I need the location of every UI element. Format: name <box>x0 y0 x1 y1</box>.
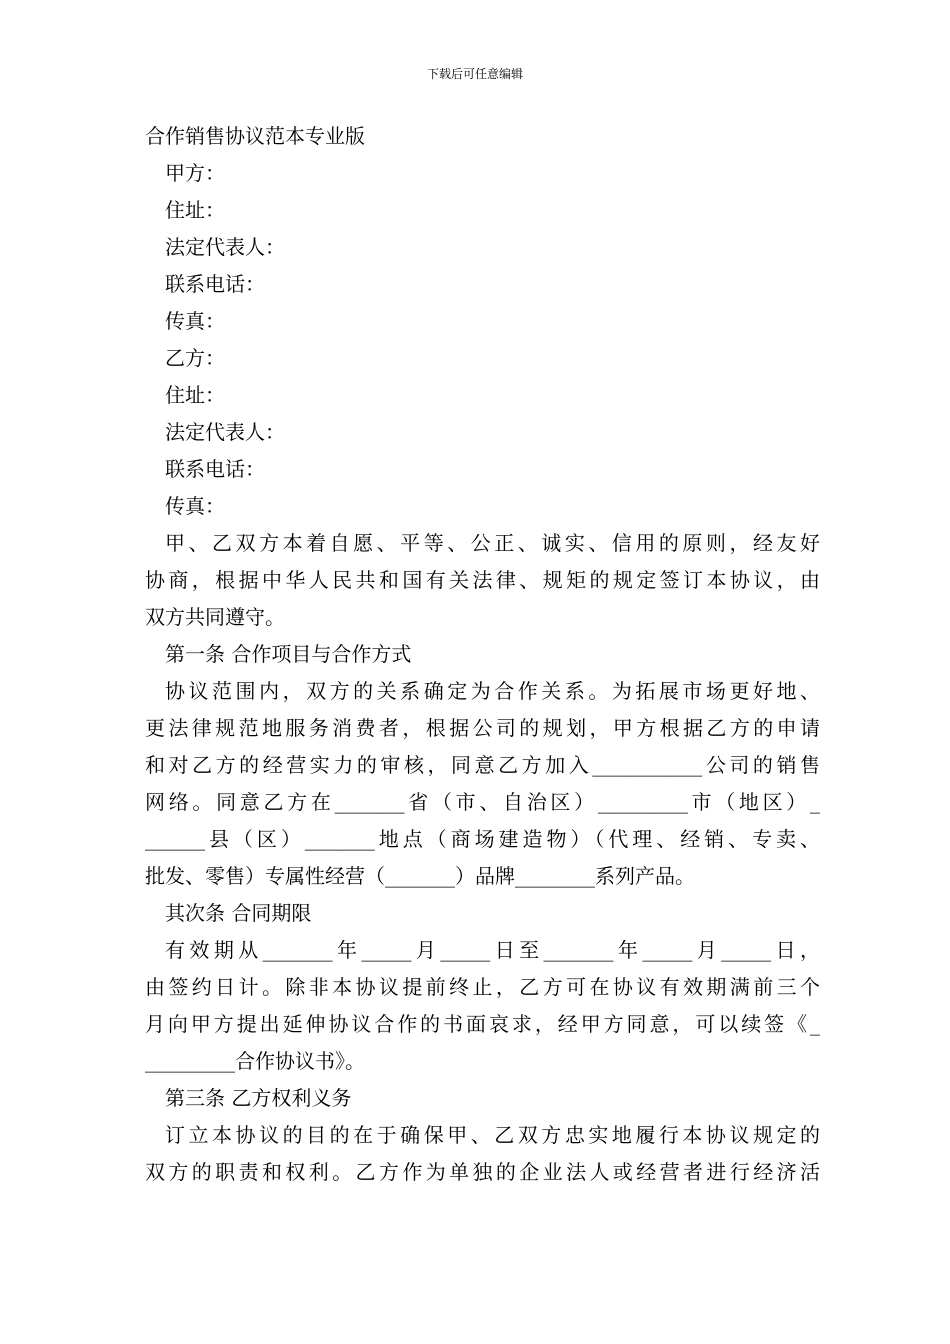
party-b-phone: 联系电话： <box>165 457 265 481</box>
article-1-heading: 第一条 合作项目与合作方式 <box>165 642 412 666</box>
party-a-representative: 法定代表人： <box>165 235 285 259</box>
article-1-line: 协议范围内，双方的关系确定为合作关系。为拓展市场更好地、 <box>165 679 820 703</box>
party-b-label: 乙方： <box>165 346 225 370</box>
preamble-line: 双方共同遵守。 <box>145 605 285 629</box>
party-b-fax: 传真： <box>165 494 225 518</box>
article-2-heading: 其次条 合同期限 <box>165 901 312 925</box>
preamble-line: 甲、乙双方本着自愿、平等、公正、诚实、信用的原则，经友好 <box>165 531 820 555</box>
party-b-address: 住址： <box>165 383 225 407</box>
article-1-line: 和对乙方的经营实力的审核，同意乙方加入___________公司的销售 <box>145 753 820 777</box>
party-a-fax: 传真： <box>165 309 225 333</box>
article-2-line: 月向甲方提出延伸协议合作的书面哀求，经甲方同意，可以续签《_ <box>145 1012 820 1036</box>
article-2-line: 由签约日计。除非本协议提前终止，乙方可在协议有效期满前三个 <box>145 975 820 999</box>
article-1-line: 网络。同意乙方在_______省（市、自治区）_________市（地区）_ <box>145 790 820 814</box>
article-1-line: 更法律规范地服务消费者，根据公司的规划，甲方根据乙方的申请 <box>145 716 820 740</box>
document-title: 合作销售协议范本专业版 <box>145 124 365 148</box>
article-3-line: 订立本协议的目的在于确保甲、乙双方忠实地履行本协议规定的 <box>165 1123 820 1147</box>
party-a-label: 甲方： <box>165 161 225 185</box>
article-3-line: 双方的职责和权利。乙方作为单独的企业法人或经营者进行经济活 <box>145 1160 820 1184</box>
preamble-line: 协商，根据中华人民共和国有关法律、规矩的规定签订本协议，由 <box>145 568 820 592</box>
party-a-address: 住址： <box>165 198 225 222</box>
article-2-line: 有效期从_______年_____月_____日至_______年_____月_____日， <box>165 938 820 962</box>
article-3-heading: 第三条 乙方权利义务 <box>165 1086 352 1110</box>
party-a-phone: 联系电话： <box>165 272 265 296</box>
party-b-representative: 法定代表人： <box>165 420 285 444</box>
article-2-line: _________合作协议书》。 <box>145 1049 365 1073</box>
page-header: 下载后可任意编辑 <box>426 67 523 81</box>
article-1-line: ______县（区）_______地点（商场建造物）（代理、经销、专卖、 <box>145 827 820 851</box>
document-body <box>145 118 820 1191</box>
article-1-line: 批发、零售）专属性经营（_______）品牌________系列产品。 <box>145 864 695 888</box>
